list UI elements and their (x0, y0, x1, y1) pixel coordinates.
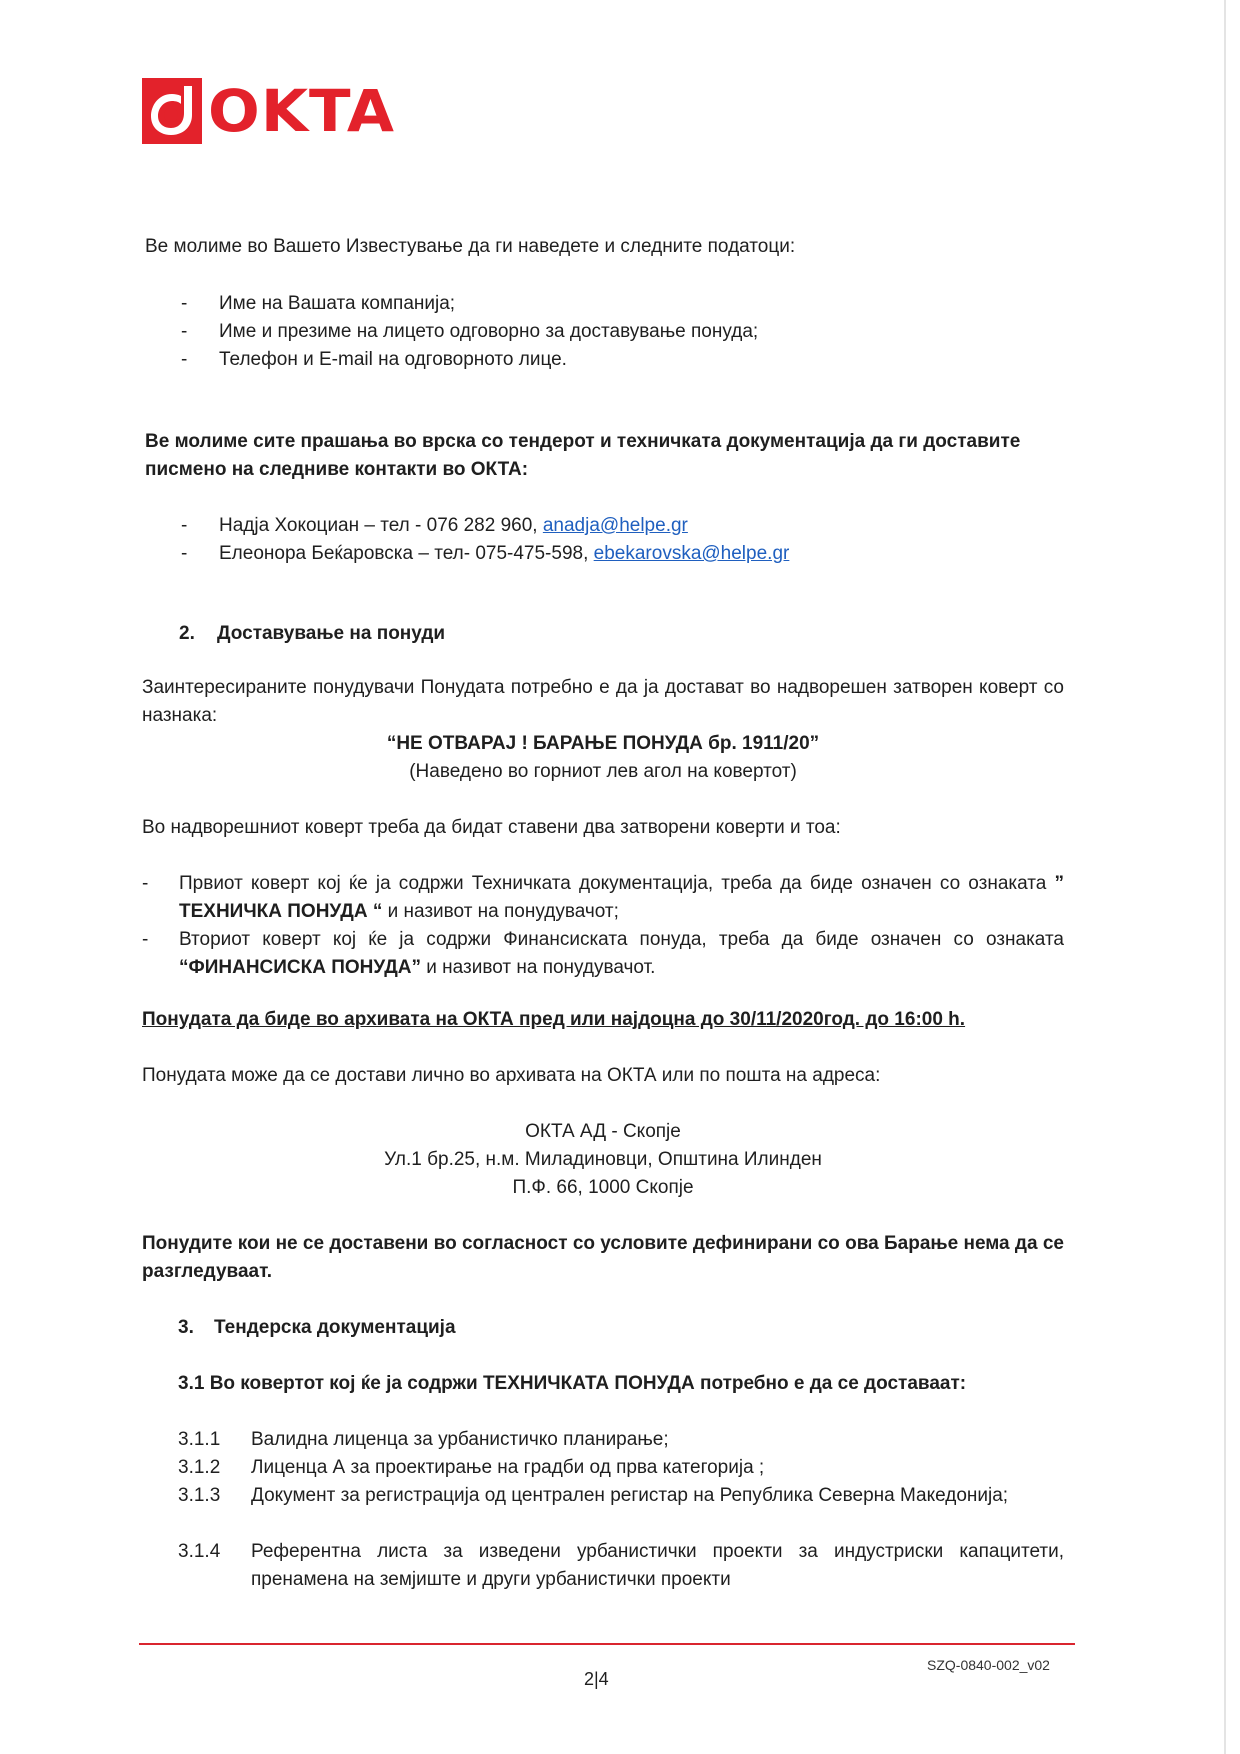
item-number: 3.1.2 (178, 1457, 221, 1478)
envelope-financial-label: “ФИНАНСИСКА ПОНУДА” (179, 957, 421, 978)
contact-item (219, 540, 789, 568)
item-text: Валидна лиценца за урбанистичко планирање; (251, 1429, 669, 1450)
section2-title: Доставување на понуди (217, 623, 446, 644)
okta-logo (142, 77, 396, 145)
item-number: 3.1.3 (178, 1485, 221, 1506)
questions-notice-line1: Ве молиме сите прашања во врска со тендерот и техничката документација да ги доставите (145, 431, 1021, 452)
contact-email-link[interactable]: ebekarovska@helpe.gr (593, 543, 790, 564)
item-text: Документ за регистрација од централен регистар на Република Северна Македонија; (251, 1485, 1009, 1506)
contact-item (219, 512, 688, 540)
envelope-technical-label: ” ТЕХНИЧКА ПОНУДА “ (179, 873, 1064, 922)
item-text: Референтна листа за изведени урбанистички проекти за индустриски капацитети, пренамена на земјиште и други урбанистички проекти (251, 1541, 1064, 1590)
section3-number: 3. (178, 1317, 194, 1338)
section3-title: Тендерска документација (214, 1317, 456, 1338)
intro-text: Ве молиме во Вашето Известување да ги наведете и следните податоци: (145, 236, 796, 257)
section2-number: 2. (179, 623, 195, 644)
footer-rule (139, 1643, 1075, 1645)
info-item: Име на Вашата компанија; (219, 293, 456, 314)
envelope-technical (179, 870, 1064, 926)
page-number: 2|4 (584, 1669, 609, 1689)
envelope-financial (179, 926, 1064, 982)
section3-1-heading: 3.1 Во ковертот кој ќе ја содржи ТЕХНИЧКАТА ПОНУДА потребно е да се доставаат: (178, 1373, 967, 1394)
contact-text: Надја Хокоциан – тел - 076 282 960, (219, 515, 543, 536)
address-line: П.Ф. 66, 1000 Скопје (512, 1177, 694, 1198)
delivery-text: Понудата може да се достави лично во архивата на ОКТА или по пошта на адреса: (142, 1065, 881, 1086)
info-item: Телефон и E-mail на одговорното лице. (219, 349, 567, 370)
list-dash: - (181, 293, 188, 314)
contact-text: Елеонора Беќаровска – тел- 075-475-598, (219, 543, 594, 564)
list-dash: - (181, 349, 188, 370)
envelope-financial-tail: и називот на понудувачот. (421, 957, 656, 978)
rejection-warning: Понудите кои не се доставени во согласност со условите дефинирани со ова Барање нема да се разгледуваат. (142, 1233, 1064, 1282)
list-dash: - (142, 929, 149, 950)
questions-notice-line2: писмено на следниве контакти во ОКТА: (145, 459, 529, 480)
list-dash: - (181, 543, 188, 564)
list-dash: - (181, 515, 188, 536)
okta-logo-mark-icon (142, 78, 202, 144)
item-number: 3.1.4 (178, 1541, 221, 1562)
inner-envelopes-intro: Во надворешниот коверт треба да бидат ставени два затворени коверти и тоа: (142, 817, 841, 838)
section2-paragraph: Заинтересираните понудувачи Понудата потребно е да ја достават во надворешен затворен коверт со назнака: (142, 677, 1064, 726)
envelope-technical-tail: и називот на понудувачот; (382, 901, 619, 922)
deadline-notice: Понудата да биде во архивата на ОКТА пред или најдоцна до 30/11/2020год. до 16:00 h. (142, 1009, 966, 1030)
scan-edge (1224, 0, 1226, 1754)
envelope-financial-text: Вториот коверт кој ќе ја содржи Финансиската понуда, треба да биде означен со ознаката (179, 929, 1064, 950)
logo-wordmark: OKTA (208, 77, 396, 145)
envelope-technical-text: Првиот коверт кој ќе ја содржи Техничката документација, треба да биде означен со ознаката (179, 873, 1055, 894)
envelope-label-note: (Наведено во горниот лев агол на ковертот) (409, 761, 797, 782)
address-line: ОКТА АД - Скопје (525, 1121, 681, 1142)
address-line: Ул.1 бр.25, н.м. Миладиновци, Општина Илинден (384, 1149, 822, 1170)
item-number: 3.1.1 (178, 1429, 221, 1450)
document-code: SZQ-0840-002_v02 (927, 1657, 1050, 1673)
envelope-label: “НЕ ОТВАРАЈ ! БАРАЊЕ ПОНУДА бр. 1911/20” (386, 733, 820, 754)
list-dash: - (142, 873, 149, 894)
list-dash: - (181, 321, 188, 342)
item-text: Лиценца А за проектирање на градби од прва категорија ; (251, 1457, 765, 1478)
contact-email-link[interactable]: anadja@helpe.gr (542, 515, 688, 536)
info-item: Име и презиме на лицето одговорно за доставување понуда; (219, 321, 759, 342)
